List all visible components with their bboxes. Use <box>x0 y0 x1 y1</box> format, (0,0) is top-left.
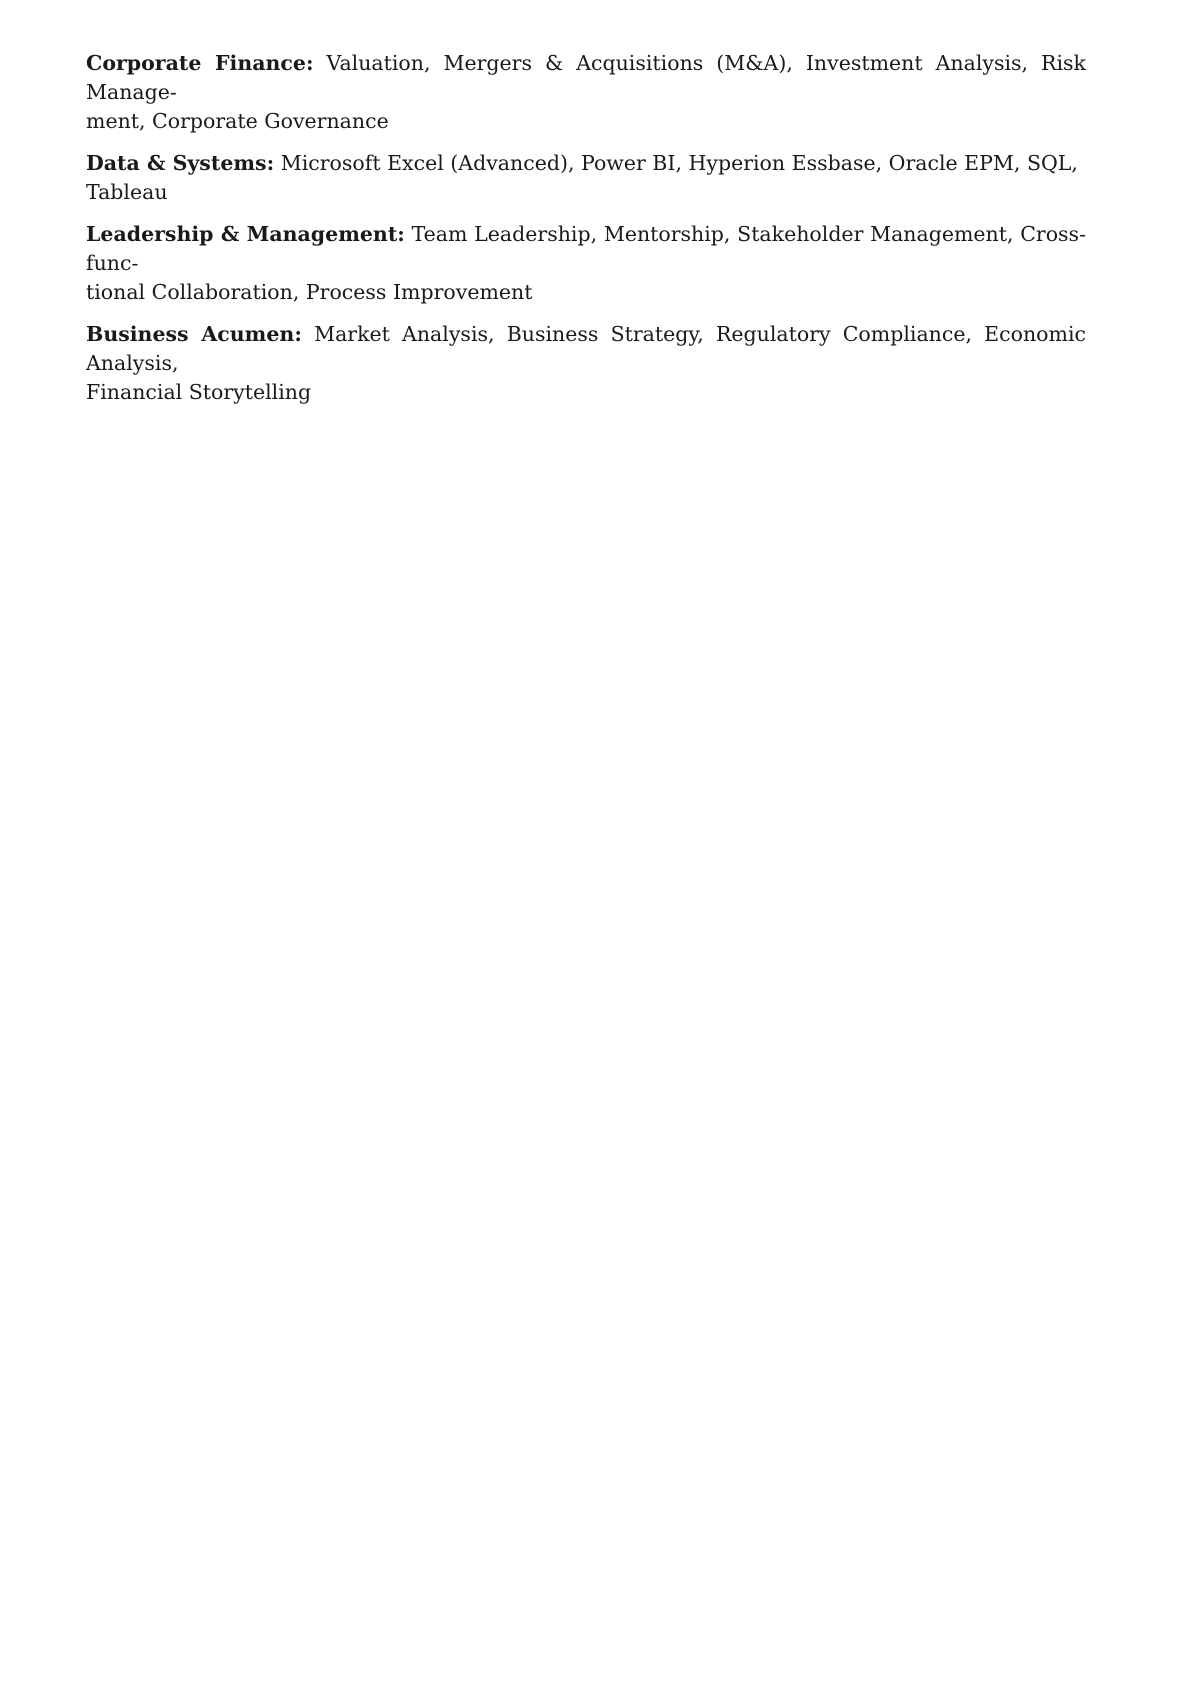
skill-items: Market Analysis, Business Strategy, Regulatory Compliance, Economic Analysis, <box>86 322 1086 375</box>
skill-category-label: Data & Systems: <box>86 151 275 175</box>
skill-category-label: Corporate Finance: <box>86 51 314 75</box>
skill-items-continued: ment, Corporate Governance <box>86 109 389 133</box>
skill-category-label: Leadership & Management: <box>86 222 405 246</box>
skill-entry-business-acumen <box>86 320 1086 407</box>
skill-items-continued: Financial Storytelling <box>86 380 312 404</box>
skill-entry-leadership-management <box>86 220 1086 307</box>
skills-section <box>86 49 1086 420</box>
skill-entry-corporate-finance <box>86 49 1086 136</box>
skill-category-label: Business Acumen: <box>86 322 302 346</box>
skill-items: Microsoft Excel (Advanced), Power BI, Hyperion Essbase, Oracle EPM, SQL, <box>280 151 1078 175</box>
skill-items: Team Leadership, Mentorship, Stakeholder Management, Cross-func- <box>86 222 1086 275</box>
skill-items-continued: Tableau <box>86 180 168 204</box>
skill-entry-data-systems <box>86 149 1086 207</box>
skill-items: Valuation, Mergers & Acquisitions (M&A), Investment Analysis, Risk Manage- <box>86 51 1086 104</box>
skill-items-continued: tional Collaboration, Process Improvement <box>86 280 533 304</box>
